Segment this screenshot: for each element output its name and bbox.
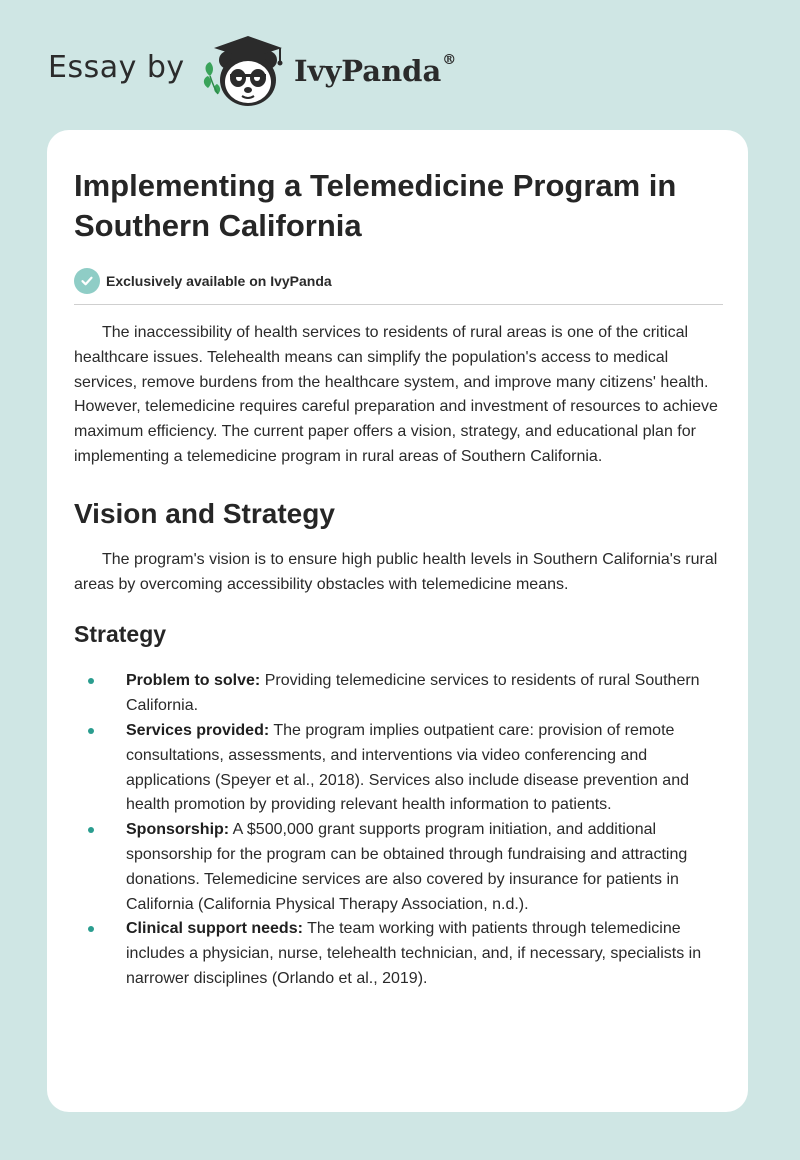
bullet-icon: [88, 728, 94, 734]
brand-name-text: IvyPanda: [294, 54, 442, 88]
strategy-list: [74, 669, 723, 991]
list-item-label: Sponsorship:: [126, 821, 230, 839]
list-item: [74, 818, 723, 917]
list-item-text: A $500,000 grant supports program initiation, and additional sponsorship for the program can be obtained through fundraising and attracting donations. Telemedicine services are also covered by insurance for patients in California (California Physical Therapy Association, n.d.).: [126, 821, 688, 913]
bullet-icon: [88, 827, 94, 833]
list-item-text: The program implies outpatient care: provision of remote consultations, assessments, and interventions via video conferencing and applications (Speyer et al., 2018). Services also include disease prevention and health promotion by providing relevant health information to patients.: [126, 721, 689, 814]
list-item-label: Services provided:: [126, 721, 270, 739]
list-item-text: Providing telemedicine services to residents of rural Southern California.: [126, 672, 700, 715]
bullet-icon: [88, 926, 94, 932]
section-heading: Vision and Strategy: [74, 497, 335, 529]
list-item: [74, 917, 723, 991]
brand-prefix: Essay by: [48, 50, 185, 85]
list-item-label: Clinical support needs:: [126, 920, 303, 938]
bullet-icon: [88, 678, 94, 684]
article-title: Implementing a Telemedicine Program in Southern California: [74, 168, 677, 243]
list-item-text: The team working with patients through telemedicine includes a physician, nurse, telehealth technician, and, if necessary, specialists in narrower disciplines (Orlando et al., 2019).: [126, 920, 702, 987]
checkmark-icon: [74, 268, 100, 294]
badge-label: Exclusively available on IvyPanda: [106, 273, 332, 289]
list-item: [74, 719, 723, 818]
intro-paragraph: The inaccessibility of health services to residents of rural areas is one of the critical healthcare issues. Telehealth means can simplify the population's access to medical services, remove burdens from the healthcare system, and improve many citizens' health. However, telemedicine requires careful preparation and investment of resources to achieve maximum efficiency. The current paper offers a vision, strategy, and educational plan for implementing a telemedicine program in rural areas of Southern California.: [74, 324, 718, 465]
divider: [74, 304, 723, 305]
brand-name[interactable]: [294, 54, 456, 88]
list-item-label: Problem to solve:: [126, 672, 261, 690]
site-header: [48, 30, 548, 110]
list-item: [74, 669, 723, 719]
registered-mark: ®: [442, 52, 457, 68]
panda-logo-icon[interactable]: [202, 32, 290, 110]
vision-paragraph: The program's vision is to ensure high public health levels in Southern California's rural areas by overcoming accessibility obstacles with telemedicine means.: [74, 550, 718, 593]
article-card: [47, 130, 748, 1112]
exclusive-badge: [74, 268, 723, 294]
subsection-heading: Strategy: [74, 621, 167, 648]
article-content: [74, 130, 723, 992]
